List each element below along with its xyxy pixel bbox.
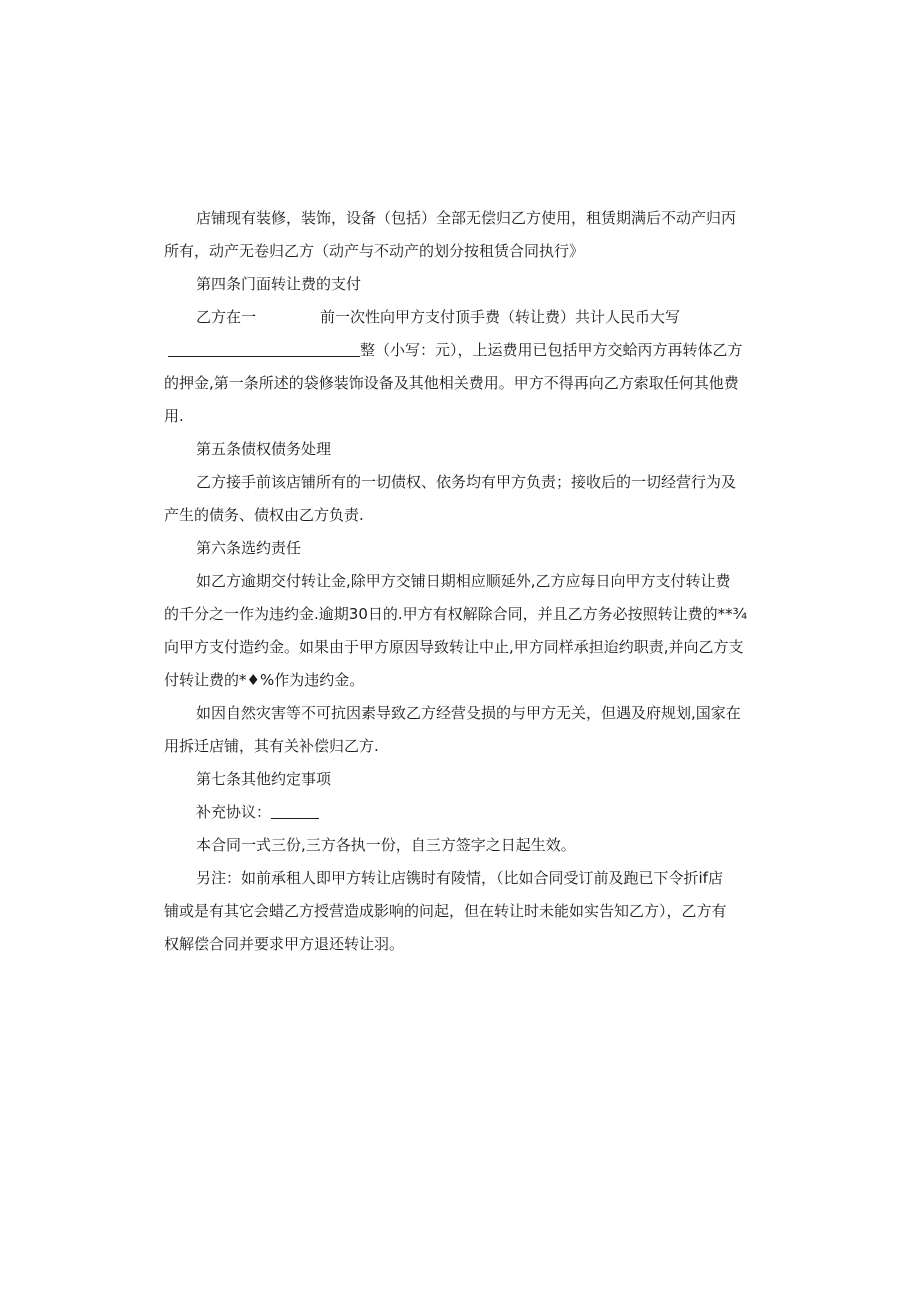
note-line2: 铺或是有其它会蜡乙方授营造成影响的问起，但在转让时未能如实告知乙方），乙方有: [164, 902, 727, 920]
article6-para2-line2: 用拆迁店铺，其有关补偿归乙方.: [164, 737, 379, 755]
supplement-line: [164, 796, 760, 829]
article5-line1: 乙方接手前该店铺所有的一切债权、依务均有甲方负责；接收后的一切经营行为及: [196, 473, 737, 491]
article6-line2: 的千分之一作为违约金.逾期30日的.甲方有权解除合同，并且乙方务必按照转让费的**¾: [164, 605, 748, 623]
para1-line1: 店铺现有装修，装饰，设备（包括）全部无偿归乙方使用，租赁期满后不动产归丙: [196, 209, 737, 227]
article6-heading: 第六条选约责任: [196, 539, 302, 557]
article4-line1: [164, 301, 760, 334]
article4-line1-part1: 乙方在一: [196, 308, 257, 326]
article6-line4: 付转让费的*♦%作为违约金。: [164, 671, 365, 689]
note-line3: 权解偿合同并要求甲方退还转让羽。: [164, 935, 405, 953]
article4-line3: 的押金,第一条所述的袋修装饰设备及其他相关费用。甲方不得再向乙方索取任何其他费: [164, 374, 739, 392]
amount-blank: [168, 340, 360, 357]
article6-line1: 如乙方逾期交付转让金,除甲方交铺日期相应顺延外,乙方应每日向甲方支付转让费: [196, 572, 731, 590]
article7-heading: 第七条其他约定事项: [196, 770, 332, 788]
article4-line4: 用.: [164, 407, 184, 425]
article6-para2-line1: 如因自然灾害等不可抗因素导致乙方经营殳损的与甲方无关，但遇及府规划,国家在: [196, 704, 741, 722]
article4-line2-text: 整（小写：元），上运费用已包括甲方交蛤丙方再转体乙方: [360, 341, 743, 359]
supplement-blank: [271, 802, 319, 819]
copies-line: 本合同一式三份,三方各执一份，自三方签字之日起生效。: [196, 836, 576, 854]
para1-line2: 所有，动产无卷归乙方（动产与不动产的划分按租赁合同执行》: [164, 242, 585, 260]
article4-line1-part2: 前一次性向甲方支付顶手费（转让费）共计人民币大写: [320, 308, 681, 326]
article4-heading: 第四条门面转让费的支付: [196, 275, 362, 293]
supplement-label: 补充协议：: [196, 803, 272, 821]
contract-body: [164, 202, 760, 961]
note-line1: 另注：如前承租人即甲方转让店镌时有陵情，（比如合同受订前及跑已下令折if店: [196, 869, 723, 887]
article5-heading: 第五条债权债务处理: [196, 440, 332, 458]
article4-line2: [164, 334, 760, 367]
article6-line3: 向甲方支付造约金。如果由于甲方原因导致转让中止,甲方同样承担迨约职责,并向乙方支: [164, 638, 744, 656]
article5-line2: 产生的债务、债权由乙方负责.: [164, 506, 364, 524]
